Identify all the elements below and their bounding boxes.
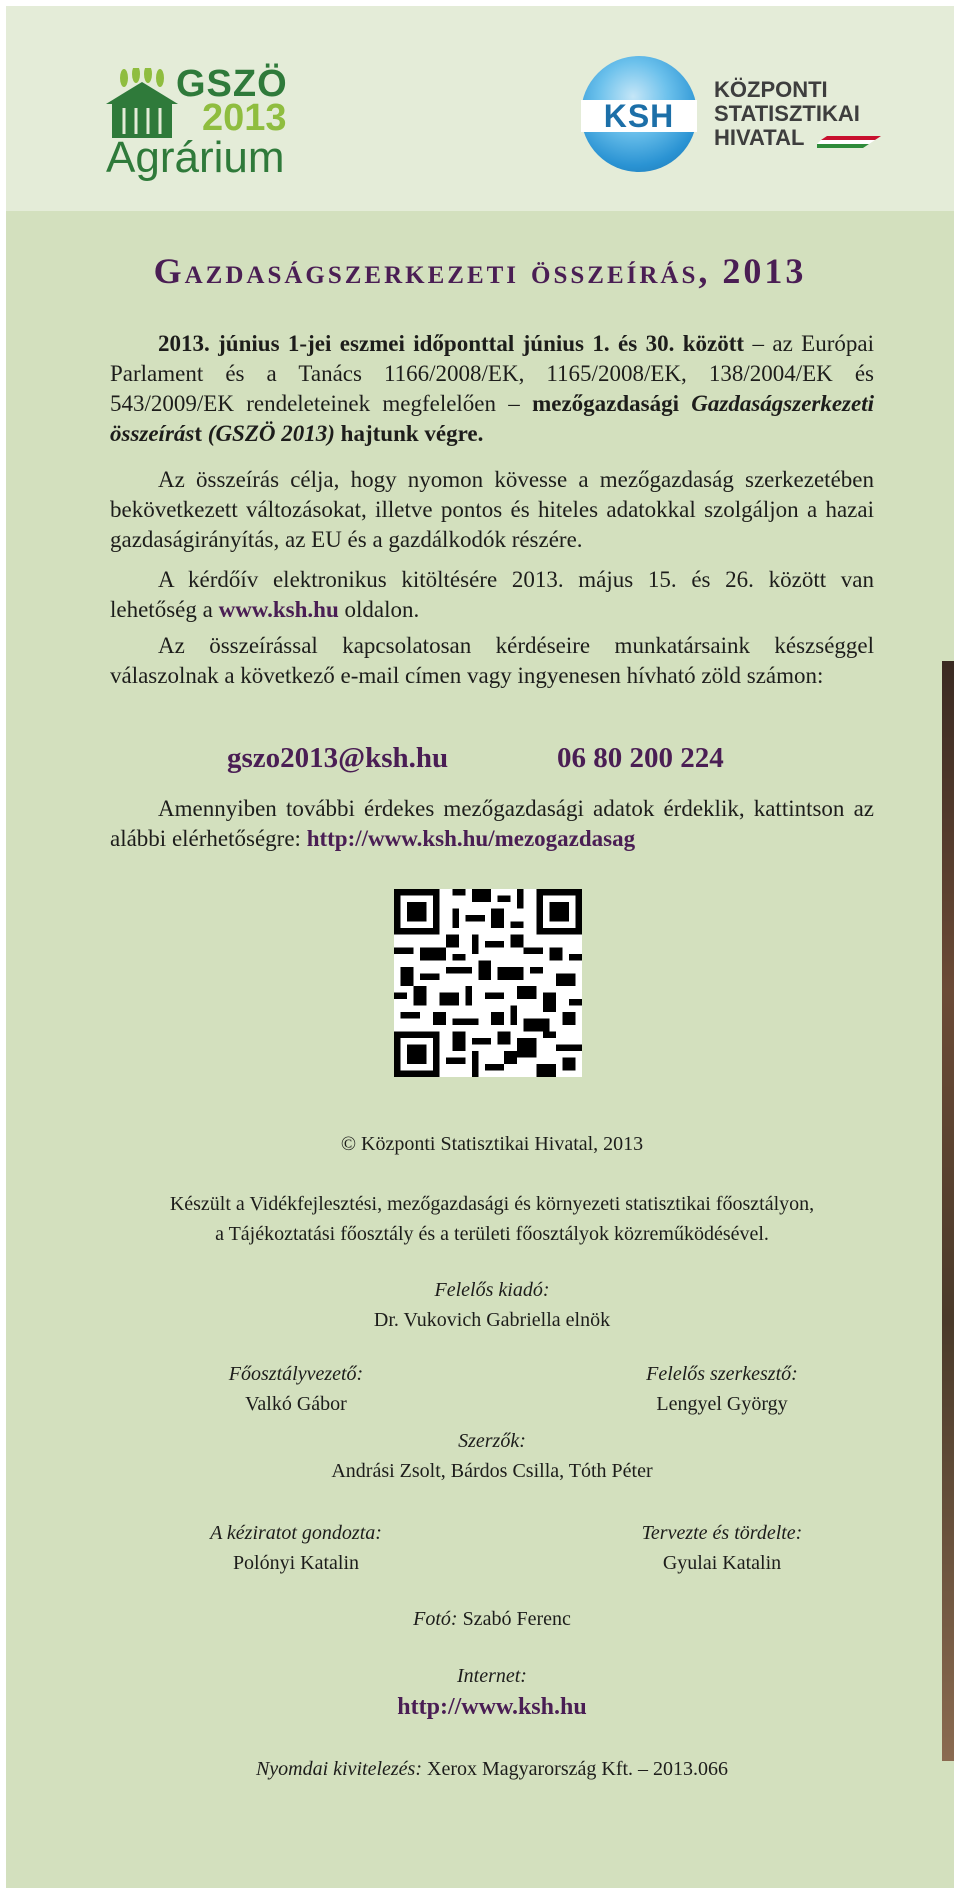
ksh-badge-text: KSH — [603, 98, 675, 134]
gszo-logo — [106, 63, 306, 186]
intro-text-1: – az Európai Parlament és a Tanács 1166/2008/EK, 1165/2008/EK, 138/2004/EK és 543/2009/EK rendeleteinek megfelelően – — [110, 331, 874, 416]
gszo-logo-line3: Agrárium — [106, 133, 285, 182]
ksh-website-link[interactable]: www.ksh.hu — [218, 597, 339, 622]
gszo-logo-line2: 2013 — [202, 97, 287, 139]
photo-edge-strip — [942, 661, 954, 1761]
purpose-text: Az összeírás célja, hogy nyomon kövesse a mezőgazdaság szerkezetében bekövetkezett változásokat, illetve pontos és hiteles adatokkal szolgáljon a hazai gazdaságirányítás, az EU és a gazdálkodók részére. — [110, 467, 874, 552]
paragraph-online — [110, 565, 874, 625]
intro-bold-3: t — [194, 421, 208, 446]
agriculture-page-link[interactable]: http://www.ksh.hu/mezogazdasag — [306, 826, 636, 851]
paragraph-purpose — [110, 465, 874, 555]
head-label: Főosztályvezető: — [228, 1363, 364, 1385]
authors: Andrási Zsolt, Bárdos Csilla, Tóth Péter — [331, 1460, 653, 1482]
photo-credit — [110, 1604, 874, 1634]
hungarian-flag-icon — [817, 136, 881, 148]
photo-name: Szabó Ferenc — [457, 1608, 571, 1630]
ksh-logo-line3: HIVATAL — [714, 125, 805, 150]
document-page — [6, 6, 954, 1888]
page-title: Gazdaságszerkezeti összeírás, 2013 — [153, 251, 807, 291]
manuscript-name: Polónyi Katalin — [232, 1552, 360, 1574]
intro-bold-1: 2013. június 1-jei eszmei időponttal június 1. és 30. között — [158, 331, 745, 356]
manuscript-label: A kéziratot gondozta: — [210, 1522, 382, 1544]
header-band — [6, 6, 954, 211]
publisher-label: Felelős kiadó: — [434, 1279, 550, 1301]
print-name: Xerox Magyarország Kft. – 2013.066 — [422, 1758, 729, 1780]
design-name: Gyulai Katalin — [662, 1552, 782, 1574]
print-label: Nyomdai kivitelezés: — [255, 1758, 422, 1780]
internet-label: Internet: — [457, 1665, 527, 1687]
ksh-logo — [581, 56, 891, 176]
ksh-logo-line1: KÖZPONTI — [714, 77, 828, 102]
contact-email-link[interactable]: gszo2013@ksh.hu — [227, 742, 449, 774]
gszo-logo-line1: GSZÖ — [176, 63, 288, 105]
wheat-icon — [106, 68, 178, 138]
prepared-line-2: a Tájékoztatási főosztály és a területi főosztályok közreműködésével. — [215, 1223, 769, 1245]
paragraph-more-data — [110, 794, 874, 854]
editor-label: Felelős szerkesztő: — [646, 1363, 798, 1385]
editor-name: Lengyel György — [656, 1393, 788, 1415]
head-name: Valkó Gábor — [245, 1393, 347, 1415]
qr-code[interactable] — [394, 889, 582, 1077]
online-text-2: oldalon. — [338, 597, 420, 622]
photo-label: Fotó: — [413, 1608, 458, 1630]
intro-bold-4: hajtunk végre. — [334, 421, 484, 446]
intro-bold-italic-2: (GSZÖ 2013) — [207, 421, 335, 446]
prepared-line-1: Készült a Vidékfejlesztési, mezőgazdasági és környezeti statisztikai főosztályon, — [169, 1193, 815, 1215]
paragraph-intro — [110, 329, 874, 449]
publisher: Dr. Vukovich Gabriella elnök — [373, 1309, 611, 1331]
print-credit — [110, 1754, 874, 1784]
authors-label: Szerzők: — [458, 1430, 526, 1452]
contact-phone: 06 80 200 224 — [557, 742, 724, 774]
ksh-logo-line2: STATISZTIKAI — [714, 101, 860, 126]
intro-bold-italic-1: Gazdaságszerkezeti összeírás — [110, 391, 875, 446]
more-data-text: Amennyiben további érdekes mezőgazdasági adatok érdeklik, kattintson az alábbi elérhetőségre: — [110, 796, 874, 851]
copyright: © Központi Statisztikai Hivatal, 2013 — [340, 1133, 644, 1155]
intro-bold-2: mezőgazdasági — [532, 391, 692, 416]
contact-text: Az összeírással kapcsolatosan kérdéseire munkatársaink készséggel válaszolnak a következő e-mail címen vagy ingyenesen hívható zöld számon: — [110, 633, 874, 688]
paragraph-contact — [110, 631, 874, 691]
internet-link[interactable]: http://www.ksh.hu — [397, 1694, 587, 1720]
design-label: Tervezte és tördelte: — [641, 1522, 803, 1544]
online-text-1: A kérdőív elektronikus kitöltésére 2013. május 15. és 26. között van lehetőség a — [110, 567, 874, 622]
